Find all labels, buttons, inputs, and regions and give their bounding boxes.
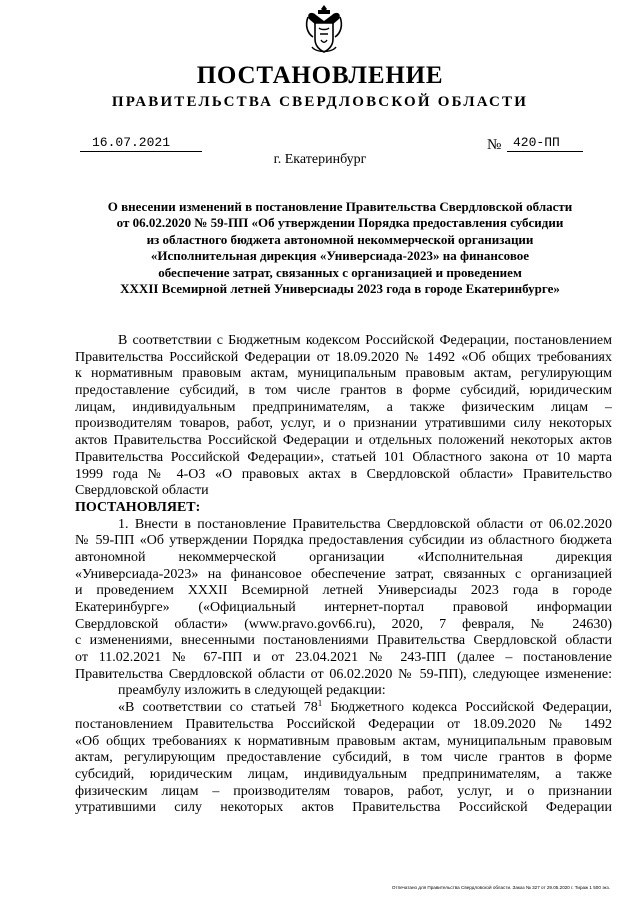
body-line: № 59-ПП «Об утверждении Порядка предоставления субсидии из областного бюджета [75, 533, 612, 549]
document-number: 420-ПП [507, 135, 583, 152]
document-heading [70, 199, 610, 297]
print-note: Отпечатано для Правительства Свердловской области. Заказ № 327 от 29.05.2020 г. Тираж 1 500 экз. [391, 885, 610, 890]
body-line: предоставление субсидий, в том числе грантов в форме субсидий, юридическим [75, 383, 612, 399]
document-body [75, 333, 612, 817]
body-line: актам, регулирующим предоставление субсидий, в том числе грантов в форме [75, 750, 612, 766]
body-line: постановлением Правительства Российской Федерации от 18.09.2020 № 1492 [75, 716, 612, 732]
body-line: от 11.02.2021 № 67-ПП и от 23.04.2021 № 243-ПП (далее – постановление [75, 650, 612, 666]
document-city: г. Екатеринбург [273, 152, 367, 167]
body-line: субсидий, юридическим лицам, индивидуальным предпринимателям, а также [75, 766, 612, 782]
heading-line: обеспечение затрат, связанных с организацией и проведением [158, 264, 522, 280]
body-line: Правительства Российской Федерации от 18.09.2020 № 1492 «Об общих требованиях [75, 349, 612, 365]
heading-line: «Исполнительная дирекция «Универсиада-2023» на финансовое [150, 248, 530, 264]
body-line: актов Правительства Российской Федерации и отдельных положений некоторых актов [75, 433, 612, 449]
body-line: Правительства Свердловской области от 06.02.2020 № 59-ПП), следующее изменение: [75, 666, 612, 682]
heading-line: из областного бюджета автономной некоммерческой организации [146, 231, 534, 247]
body-line: преамбулу изложить в следующей редакции: [118, 683, 386, 699]
heading-line: от 06.02.2020 № 59-ПП «Об утверждении Порядка предоставления субсидии [116, 215, 564, 231]
body-line: 1999 года № 4-ОЗ «О правовых актах в Свердловской области» Правительство [75, 466, 612, 482]
document-date: 16.07.2021 [80, 135, 202, 152]
body-line: Свердловской области [75, 483, 209, 499]
body-line: В соответствии с Бюджетным кодексом Российской Федерации, постановлением [118, 333, 612, 348]
resolves-keyword: ПОСТАНОВЛЯЕТ: [75, 499, 201, 515]
coat-of-arms-emblem-icon [304, 3, 344, 55]
body-line: лицам, индивидуальным предпринимателям, а также физическим лицам – [75, 399, 612, 415]
document-title: ПОСТАНОВЛЕНИЕ [196, 62, 444, 89]
body-line: автономной некоммерческой организации «Исполнительная дирекция [75, 549, 612, 565]
body-line: Правительства Российской Федерации», статьей 101 Областного закона от 10 марта [75, 449, 612, 465]
body-line: «Об общих требованиях к нормативным правовым актам, муниципальным правовым [75, 733, 612, 749]
issuer-name: ПРАВИТЕЛЬСТВА СВЕРДЛОВСКОЙ ОБЛАСТИ [111, 94, 529, 110]
body-line: утратившими силу некоторых актов Правительства Российской Федерации [75, 800, 612, 816]
heading-line: XXXII Всемирной летней Универсиады 2023 года в городе Екатеринбурге» [120, 281, 560, 297]
article-superscript: 1 [317, 700, 323, 709]
body-line-end: Бюджетного кодекса Российской Федерации, [330, 700, 612, 716]
body-line: «Универсиада-2023» на финансовое обеспечение затрат, связанных с организацией [75, 566, 612, 582]
heading-line: О внесении изменений в постановление Правительства Свердловской области [107, 199, 573, 214]
body-line: с изменениями, внесенными постановлениями Правительства Свердловской области [75, 633, 612, 649]
number-sign: № [487, 137, 502, 153]
body-line: и проведением XXXII Всемирной летней Универсиады 2023 года в городе [75, 583, 612, 599]
body-line: к нормативным правовым актам, муниципальным правовым актам, регулирующим [75, 366, 612, 382]
body-line [75, 700, 612, 717]
body-line: производителям товаров, работ, услуг, и о признании утратившими силу некоторых [75, 416, 612, 432]
body-line: 1. Внести в постановление Правительства Свердловской области от 06.02.2020 [118, 516, 612, 532]
body-line-start: «В соответствии со статьей 78 [118, 700, 318, 716]
body-line: физическим лицам – производителям товаров, работ, услуг, и о признании [75, 783, 612, 799]
body-line: Екатеринбурге» («Официальный интернет-портал правовой информации [75, 600, 612, 615]
body-line: Свердловской области» (www.pravo.gov66.ru), 2020, 7 февраля, № 24630) [75, 616, 612, 632]
